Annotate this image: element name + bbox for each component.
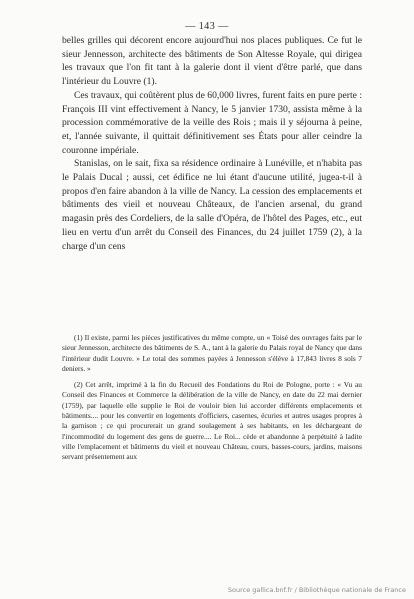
paragraph: belles grilles qui décorent encore aujourd'hui nos places publiques. Ce fut le sieur Jennesson, architecte des bâtiments de Son Altesse Royale, qui dirigea les travaux que l'on fit tant à la galerie dont il vient d'être parlé, que dans l'intérieur du Louvre (1). xyxy=(62,35,362,88)
page-number: — 143 — xyxy=(185,21,229,32)
paragraph: Ces travaux, qui coûtèrent plus de 60,000 livres, furent faits en pure perte : François III vint effectivement à Nancy, le 5 janvier 1730, assista même à la procession commémorative de la veille des Rois ; mais il y séjourna à peine, et, l'année suivante, il quittait définitivement ses États pour aller ceindre la couronne impériale. xyxy=(62,89,362,156)
footnotes xyxy=(62,333,362,469)
footnote: (2) Cet arrêt, imprimé à la fin du Recueil des Fondations du Roi de Pologne, porte : « Vu au Conseil des Finances et Commerce la délibération de la ville de Nancy, en date du 22 mai dernier (1759), par laquelle elle supplie le Roi de vouloir bien lui accorder différents emplacements et bâtiments.... pour les convertir en logements d'officiers, casernes, écuries et autres usages propres à la garnison ; ce qui procurerait un grand soulagement à ses habitants, en les déchargeant de l'incommodité du logement des gens de guerre.... Le Roi... cède et abandonne à perpétuité à ladite ville l'emplacement et bâtiments du vieil et nouveau Château, cours, basses-cours, jardins, maisons servant présentement aux xyxy=(62,380,362,462)
source-credit: Source gallica.bnf.fr / Bibliothèque nationale de France xyxy=(227,586,406,594)
body-text xyxy=(62,34,362,253)
footnote: (1) Il existe, parmi les pièces justificatives du même compte, un « Toisé des ouvrages faits par le sieur Jennesson, architecte des bâtiments de S. A., tant à la galerie du Palais royal de Nancy que dans l'intérieur dudit Louvre. » Le total des sommes payées à Jennesson s'élève à 17,843 livres 8 sols 7 deniers. » xyxy=(62,333,362,373)
paragraph: Stanislas, on le sait, fixa sa résidence ordinaire à Lunéville, et n'habita pas le Palais Ducal ; aussi, cet édifice ne lui étant d'aucune utilité, jugea-t-il à propos d'en faire abandon à la ville de Nancy. La cession des emplacements et bâtiments des vieil et nouveau Châteaux, de l'ancien arsenal, du grand magasin près des Cordeliers, de la salle d'Opéra, de l'hôtel des Pages, etc., eut lieu en vertu d'un arrêt du Conseil des Finances, du 24 juillet 1759 (2), à la charge d'un cens xyxy=(62,158,362,252)
